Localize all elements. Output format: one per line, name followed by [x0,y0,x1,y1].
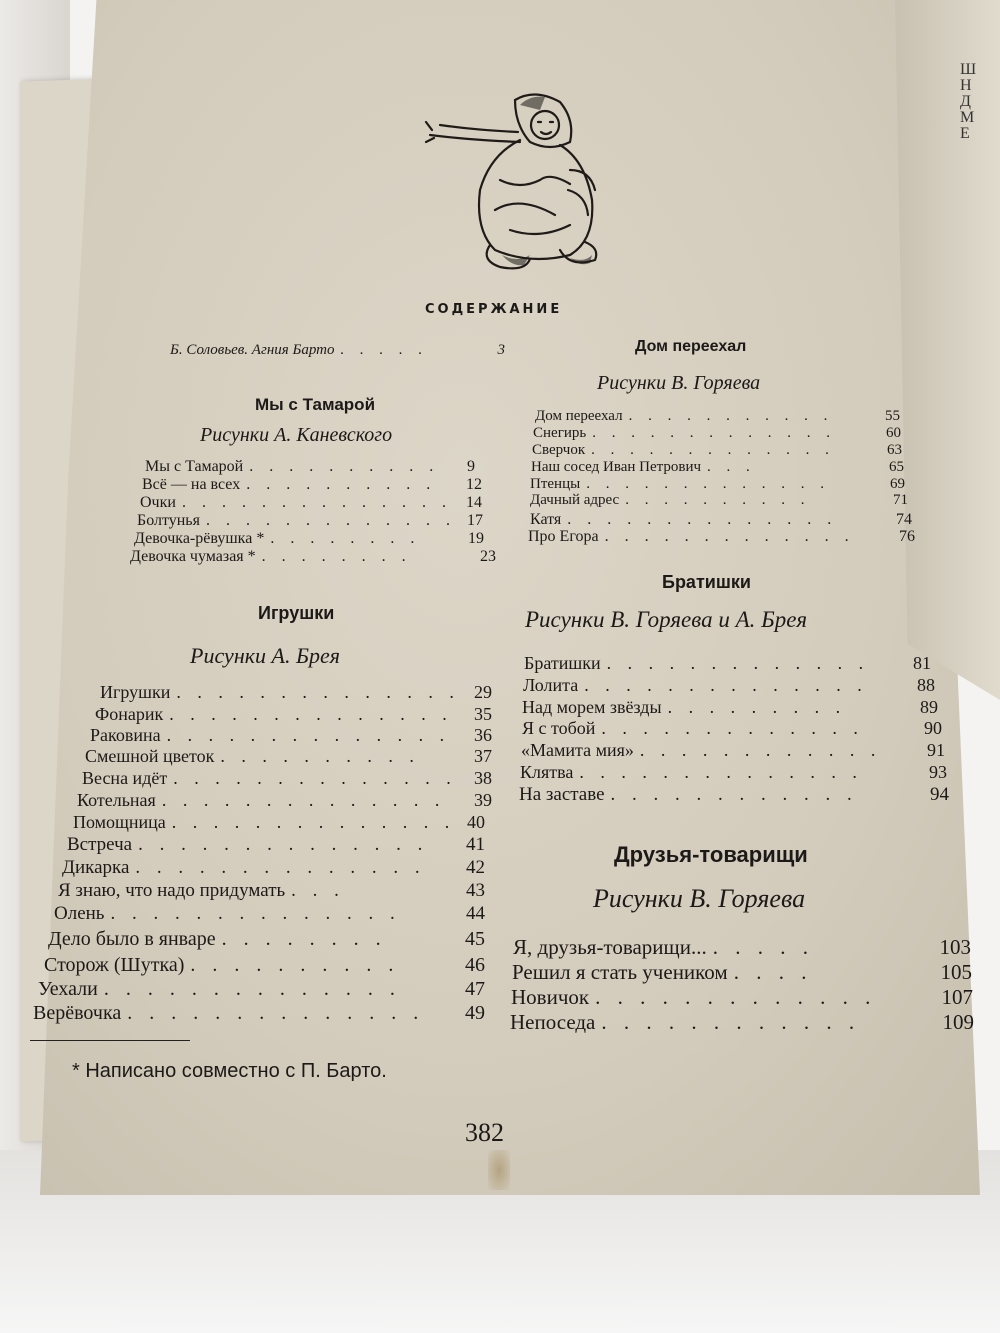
section-title: Дом переехал [635,338,747,355]
toc-entry [130,548,496,566]
paper-stain [488,1150,510,1190]
toc-entry-page: 55 [885,408,900,424]
toc-entry-title: Сторож (Шутка) [44,954,185,976]
toc-entry [62,857,485,879]
toc-entry [44,954,485,977]
toc-entry-title: Очки [140,494,176,511]
toc-entry-title: Раковина [90,725,161,745]
leader-dots: . . . . . . . . . . . . [639,740,882,760]
toc-entry-title: Клятва [520,762,574,782]
toc-entry [85,746,492,767]
toc-entry-title: Про Егора [528,528,599,545]
toc-entry [137,512,483,530]
toc-entry [532,442,902,459]
intro-page: 3 [497,342,505,358]
toc-entry [134,530,484,548]
toc-entry-title: Дачный адрес [530,492,620,508]
leader-dots: . . . . . . . . . . . . [610,784,858,805]
toc-entry-title: Фонарик [95,704,164,724]
toc-entry-page: 29 [474,682,492,702]
leader-dots: . . . . . . . . . . . . . [586,476,830,492]
footnote: * Написано совместно с П. Барто. [72,1060,387,1082]
toc-entry-page: 12 [466,476,482,493]
section-illustrator: Рисунки А. Брея [190,643,340,668]
toc-entry-title: Дело было в январе [48,928,216,950]
toc-entry [95,704,492,725]
toc-entry-title: Над морем звёзды [522,697,662,717]
toc-entry [522,718,942,739]
toc-entry [38,978,485,1001]
leader-dots: . . . . . . . . . . . . . . [567,511,838,528]
leader-dots: . . . . . . . . . . . . . . [110,903,401,924]
toc-entry [77,790,492,811]
toc-entry-page: 35 [474,704,492,724]
toc-entry-title: Болтунья [137,512,200,529]
toc-entry [511,985,973,1010]
toc-entry-title: Наш сосед Иван Петрович [531,459,702,475]
toc-entry-page: 19 [468,530,484,547]
toc-entry-title: Дикарка [62,857,130,878]
toc-entry [510,1010,974,1035]
toc-entry [58,880,485,902]
leader-dots: . . . . . . . . . . . . . . [169,704,453,724]
toc-entry-page: 81 [913,653,931,673]
leader-dots: . . . . . . . . . . [220,746,420,766]
leader-dots: . . . . [733,960,813,984]
toc-entry-title: Игрушки [100,682,171,702]
leader-dots: . . . . . . . . . . . . . [205,512,456,529]
toc-entry-title: Девочка-рёвушка * [134,530,265,547]
toc-entry-title: Я с тобой [522,718,596,738]
toc-entry-page: 60 [886,425,901,441]
toc-entry-page: 89 [920,697,938,717]
leader-dots: . . . . . [712,935,814,959]
leader-dots: . . . . . . . . . . . . . . [171,812,456,832]
toc-entry-title: На заставе [519,784,605,805]
toc-entry-page: 76 [899,528,915,545]
toc-entry-page: 88 [917,675,935,695]
leader-dots: . . . . . . . . . [667,697,847,717]
leader-dots: . . . . . . . . . . . . . [601,718,864,738]
toc-entry [145,458,475,476]
leader-dots: . . . [291,880,345,901]
toc-entry [528,528,915,546]
toc-entry [82,768,492,789]
toc-entry [54,903,485,925]
leader-dots: . . . . . . . . . . . . . . [135,857,426,878]
toc-entry-title: Катя [530,511,562,528]
leader-dots: . . . . . . . . [261,548,412,565]
leader-dots: . . . . . . . . [270,530,421,547]
toc-entry [513,935,971,960]
toc-entry [512,960,972,985]
toc-entry-page: 14 [466,494,482,511]
leader-dots: . . . . . . . . . . . . . . [176,682,460,702]
toc-entry-page: 9 [467,458,475,475]
toc-entry-title: Девочка чумазая * [130,548,256,565]
section-illustrator: Рисунки В. Горяева и А. Брея [525,607,808,632]
leader-dots: . . . . . . . . . . . . . [595,985,877,1009]
toc-entry-page: 40 [467,812,485,832]
leader-dots: . . . [707,459,756,475]
toc-entry-title: Я знаю, что надо придумать [58,880,286,901]
toc-entry-page: 39 [474,790,492,810]
toc-entry [520,762,947,783]
toc-entry-title: Лолита [523,675,579,695]
toc-entry-title: Птенцы [530,476,581,492]
toc-entry-title: Дом переехал [535,408,623,424]
toc-entry-title: Мы с Тамарой [145,458,244,475]
child-sketch-illustration [420,80,620,280]
toc-entry-page: 47 [465,978,485,1000]
toc-entry-title: Всё — на всех [142,476,241,493]
toc-entry-title: Верёвочка [33,1002,122,1024]
leader-dots: . . . . . . . . [221,928,387,950]
toc-entry-title: Непоседа [510,1010,596,1034]
section-title: Мы с Тамарой [255,395,376,414]
toc-entry-page: 45 [465,928,485,950]
section-illustrator: Рисунки В. Горяева [597,372,761,394]
toc-entry-page: 41 [466,834,485,855]
toc-entry-title: Сверчок [532,442,586,458]
leader-dots: . . . . . . . . . . . . . . [181,494,452,511]
toc-entry-title: Олень [54,903,105,924]
toc-entry-page: 17 [467,512,483,529]
toc-entry [530,492,908,509]
toc-entry [73,812,485,833]
leader-dots: . . . . . . . . . . [249,458,440,475]
toc-entry-page: 38 [474,768,492,788]
toc-entry [67,834,485,856]
toc-entry [33,1002,485,1025]
leader-dots: . . . . . . . . . . . . . . [138,834,429,855]
leader-dots: . . . . . . . . . . . . . [606,653,870,673]
leader-dots: . . . . . . . . . . . . . . [579,762,863,782]
toc-entry [530,476,905,493]
toc-entry-page: 23 [480,548,496,565]
toc-entry [533,425,901,442]
toc-entry-page: 43 [466,880,485,901]
toc-entry-page: 109 [942,1010,974,1034]
toc-entry-title: Уехали [38,978,98,1000]
toc-entry-page: 94 [930,784,949,805]
leader-dots: . . . . . . . . . . . . [601,1010,861,1034]
toc-entry [90,725,492,746]
footnote-rule [30,1040,190,1041]
toc-entry [140,494,482,512]
toc-entry-page: 74 [896,511,912,528]
toc-entry-page: 46 [465,954,485,976]
leader-dots: . . . . . . . . . . . . . [592,425,836,441]
toc-entry-page: 49 [465,1002,485,1024]
intro-entry [170,342,505,359]
toc-entry [519,784,949,806]
section-illustrator: Рисунки В. Горяева [593,884,806,913]
toc-entry-page: 91 [927,740,945,760]
toc-entry [521,740,945,761]
toc-entry [48,928,485,951]
toc-entry [524,653,931,674]
leader-dots: . . . . . . . . . . . . . . [166,725,451,745]
section-illustrator: Рисунки А. Каневского [200,424,393,446]
toc-entry-title: Котельная [77,790,156,810]
leader-dots: . . . . . [340,342,429,358]
toc-entry [523,675,935,696]
toc-entry-title: Решил я стать учеником [512,960,728,984]
toc-entry-page: 69 [890,476,905,492]
section-title: Игрушки [258,603,335,623]
toc-entry-title: Смешной цветок [85,746,215,766]
toc-entry-page: 44 [466,903,485,924]
toc-entry-title: Братишки [524,653,601,673]
leader-dots: . . . . . . . . . . . . . [591,442,835,458]
leader-dots: . . . . . . . . . . . . . . [127,1002,425,1024]
toc-entry-page: 65 [889,459,904,475]
toc-entry-title: Встреча [67,834,133,855]
leader-dots: . . . . . . . . . . . [628,408,834,424]
toc-entry-title: Помощница [73,812,166,832]
toc-entry-page: 37 [474,746,492,766]
toc-entry [522,697,938,718]
toc-entry-title: «Мамита мия» [521,740,634,760]
toc-entry-page: 105 [940,960,972,984]
toc-entry-page: 42 [466,857,485,878]
toc-entry-page: 71 [893,492,908,508]
toc-entry-page: 107 [941,985,973,1009]
section-title: Друзья-товарищи [614,842,808,867]
toc-entry-title: Весна идёт [82,768,168,788]
toc-entry [535,408,900,425]
leader-dots: . . . . . . . . . . [190,954,400,976]
leader-dots: . . . . . . . . . . [246,476,437,493]
toc-entry-title: Я, друзья-товарищи... [513,935,707,959]
contents-heading: СОДЕРЖАНИЕ [425,302,563,317]
intro-title: Б. Соловьев. Агния Барто [170,342,335,358]
toc-entry-page: 36 [474,725,492,745]
leader-dots: . . . . . . . . . . . . . . [103,978,401,1000]
toc-entry-title: Новичок [511,985,590,1009]
toc-entry [531,459,904,476]
toc-entry-title: Снегирь [533,425,587,441]
toc-entry-page: 90 [924,718,942,738]
toc-entry-page: 103 [939,935,971,959]
facing-page-letters: Ш Н Д М Е [960,61,977,142]
toc-entry [530,511,912,529]
toc-entry [100,682,492,703]
page-number: 382 [465,1118,504,1147]
toc-entry [142,476,482,494]
leader-dots: . . . . . . . . . . . . . . [173,768,457,788]
section-title: Братишки [662,572,751,592]
toc-entry-page: 93 [929,762,947,782]
leader-dots: . . . . . . . . . . . . . . [161,790,446,810]
leader-dots: . . . . . . . . . . [625,492,811,508]
leader-dots: . . . . . . . . . . . . . [604,528,855,545]
toc-entry-page: 63 [887,442,902,458]
leader-dots: . . . . . . . . . . . . . . [584,675,868,695]
